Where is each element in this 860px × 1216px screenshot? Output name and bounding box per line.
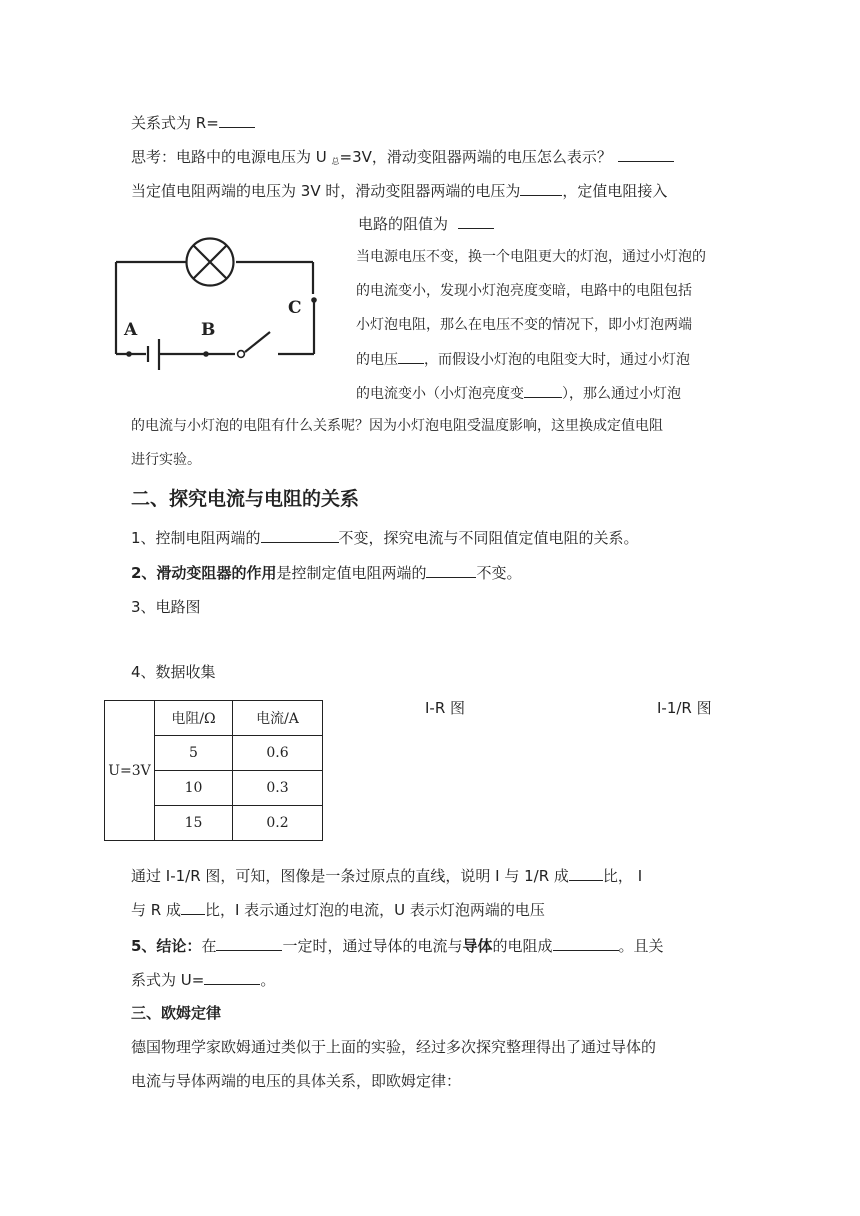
answer-blank: [426, 563, 476, 578]
graph-label-ir: I-R 图: [425, 699, 466, 717]
answer-blank: [204, 970, 260, 985]
item-3: 3、电路图: [131, 598, 201, 616]
label-c: C: [288, 298, 302, 318]
analysis-line-2: 与 R 成 比，I 表示通过灯泡的电流，U 表示灯泡两端的电压: [131, 901, 545, 919]
data-table: [104, 700, 323, 841]
para-line-1: 当电源电压不变，换一个电阻更大的灯泡，通过小灯泡的: [356, 249, 706, 265]
answer-blank: [219, 113, 255, 128]
table-cell: 15: [155, 806, 233, 841]
table-cell: 0.3: [233, 771, 323, 806]
section-3-title: 三、欧姆定律: [131, 1004, 222, 1022]
label-a: A: [124, 320, 138, 340]
answer-blank: [524, 383, 562, 398]
para-line-5: 的电流变小（小灯泡亮度变 ），那么通过小灯泡: [356, 383, 681, 404]
table-header: 电流/A: [233, 701, 323, 736]
item-1: 1、控制电阻两端的 不变，探究电流与不同阻值定值电阻的关系。: [131, 529, 639, 547]
para-line-7: 进行实验。: [131, 452, 201, 468]
item-4: 4、数据收集: [131, 663, 216, 681]
table-cell: 0.2: [233, 806, 323, 841]
conclusion-line-2: 系式为 U= 。: [131, 971, 276, 989]
label-b: B: [201, 320, 216, 340]
section-3-line-2: 电流与导体两端的电压的具体关系，即欧姆定律：: [131, 1072, 462, 1090]
line-resistance: 电路的阻值为: [358, 214, 494, 234]
answer-blank: [398, 349, 424, 364]
table-row: [105, 701, 323, 736]
answer-blank: [618, 147, 674, 162]
line-think: 思考：电路中的电源电压为 U $_总$=3V，滑动变阻器两端的电压怎么表示？: [131, 147, 674, 172]
graph-label-i1r: I-1/R 图: [657, 699, 712, 717]
circuit-diagram: [108, 236, 324, 370]
section-3-line-1: 德国物理学家欧姆通过类似于上面的实验，经过多次探究整理得出了通过导体的: [131, 1038, 657, 1056]
line-voltage: 当定值电阻两端的电压为 3V 时，滑动变阻器两端的电压为 ，定值电阻接入: [131, 182, 668, 200]
para-line-3: 小灯泡电阻，那么在电压不变的情况下，即小灯泡两端: [356, 317, 692, 333]
item-2: 2、滑动变阻器的作用是控制定值电阻两端的 不变。: [131, 564, 522, 582]
para-line-4: 的电压 ，而假设小灯泡的电阻变大时，通过小灯泡: [356, 349, 690, 370]
answer-blank: [569, 866, 603, 881]
table-cell: 0.6: [233, 736, 323, 771]
answer-blank: [181, 900, 205, 915]
answer-blank: [261, 528, 339, 543]
line-formula-r: 关系式为 R=: [131, 113, 255, 133]
answer-blank: [458, 214, 494, 229]
table-header: 电阻/Ω: [155, 701, 233, 736]
answer-blank: [520, 181, 562, 196]
row-label: U=3V: [105, 701, 155, 841]
section-2-title: 二、探究电流与电阻的关系: [131, 488, 360, 510]
answer-blank: [553, 936, 619, 951]
answer-blank: [216, 936, 282, 951]
para-line-2: 的电流变小，发现小灯泡亮度变暗，电路中的电阻包括: [356, 283, 692, 299]
analysis-line-1: 通过 I-1/R 图，可知，图像是一条过原点的直线，说明 I 与 1/R 成 比， I: [131, 867, 643, 885]
table-cell: 5: [155, 736, 233, 771]
table-cell: 10: [155, 771, 233, 806]
conclusion-line-1: 5、结论：在 一定时，通过导体的电流与导体的电阻成 。且关: [131, 937, 664, 955]
para-line-6: 的电流与小灯泡的电阻有什么关系呢？因为小灯泡电阻受温度影响，这里换成定值电阻: [131, 418, 663, 434]
